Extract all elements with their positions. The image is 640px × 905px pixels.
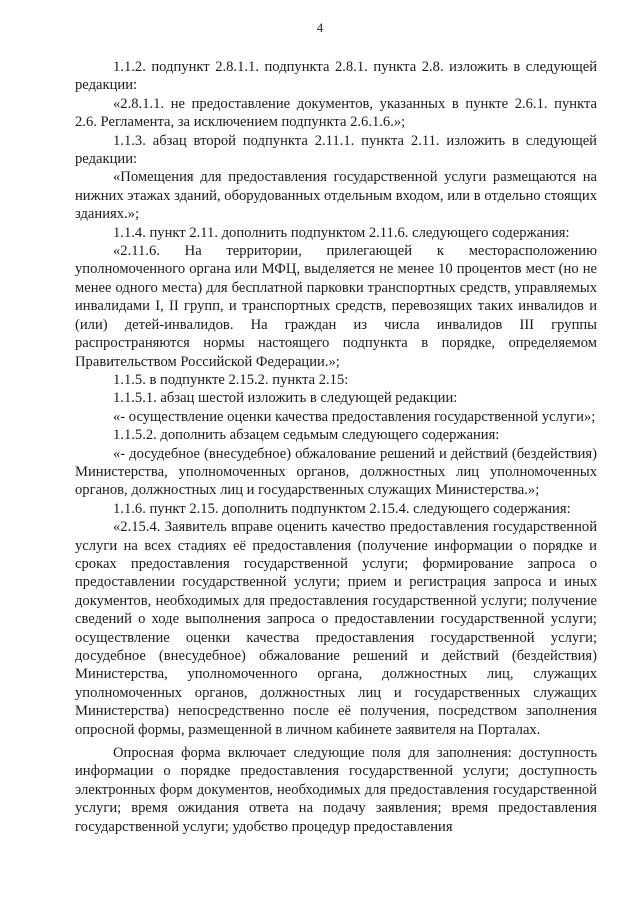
paragraph-quote-pretrial-appeal: «- досудебное (внесудебное) обжалование решений и действий (бездействия) Министерства, уполномоченных органов, должностных лиц уполномоченных органов, должностных лиц и государственных служащих Министерства.»; [75,445,597,499]
document-body [75,58,597,836]
paragraph-quote-quality-assessment: «- осуществление оценки качества предоставления государственной услуги»; [113,408,596,425]
paragraph-survey-form: Опросная форма включает следующие поля для заполнения: доступность информации о порядке предоставления государственной услуги; доступность электронных форм документов, необходимых для предоставления государственной услуги; время ожидания ответа на подачу заявления; время предоставления государственной услуги; удобство процедур предоставления [75,745,597,835]
paragraph-1-1-5-1: 1.1.5.1. абзац шестой изложить в следующей редакции: [113,390,458,407]
paragraph-quote-2-8-1-1: «2.8.1.1. не предоставление документов, указанных в пункте 2.6.1. пункта 2.6. Регламента, за исключением подпункта 2.6.1.6.»; [75,95,597,131]
paragraph-quote-2-11-6: «2.11.6. На территории, прилегающей к месторасположению уполномоченного органа или МФЦ, выделяется не менее 10 процентов мест (но не менее одного места) для бесплатной парковки транспортных средств, управляемых инвалидами I, II групп, и транспортных средств, перевозящих таких инвалидов и (или) детей-инвалидов. На граждан из числа инвалидов III группы распространяются нормы настоящего подпункта в порядке, определяемом Правительством Российской Федерации.»; [75,243,597,370]
paragraph-1-1-6: 1.1.6. пункт 2.15. дополнить подпунктом 2.15.4. следующего содержания: [113,500,571,517]
paragraph-1-1-5: 1.1.5. в подпункте 2.15.2. пункта 2.15: [113,371,349,388]
page-number: 4 [316,20,324,35]
paragraph-1-1-3: 1.1.3. абзац второй подпункта 2.11.1. пункта 2.11. изложить в следующей редакции: [75,132,597,168]
paragraph-quote-2-15-4: «2.15.4. Заявитель вправе оценить качество предоставления государственной услуги на всех стадиях её предоставления (получение информации о порядке и сроках предоставления государственной услуги; формирование запроса о предоставлении государственной услуги; прием и регистрация запроса и иных документов, необходимых для предоставления государственной услуги; получение сведений о ходе выполнения запроса о предоставлении государственной услуги; осуществление оценки качества предоставления государственной услуги; досудебное (внесудебное) обжалование решений и действий (бездействия) Министерства, уполномоченного органа, должностных лиц, служащих уполномоченных органов, должностных лиц и государственных служащих Министерства) непосредственно после её получения, посредством заполнения опросной формы, размещенной в личном кабинете заявителя на Порталах. [75,519,597,738]
paragraph-1-1-4: 1.1.4. пункт 2.11. дополнить подпунктом 2.11.6. следующего содержания: [113,224,570,241]
paragraph-1-1-5-2: 1.1.5.2. дополнить абзацем седьмым следующего содержания: [113,427,500,444]
paragraph-1-1-2: 1.1.2. подпункт 2.8.1.1. подпункта 2.8.1. пункта 2.8. изложить в следующей редакции: [75,59,597,94]
paragraph-quote-premises: «Помещения для предоставления государственной услуги размещаются на нижних этажах зданий, оборудованных отдельным входом, или в отдельно стоящих зданиях.»; [75,169,597,223]
